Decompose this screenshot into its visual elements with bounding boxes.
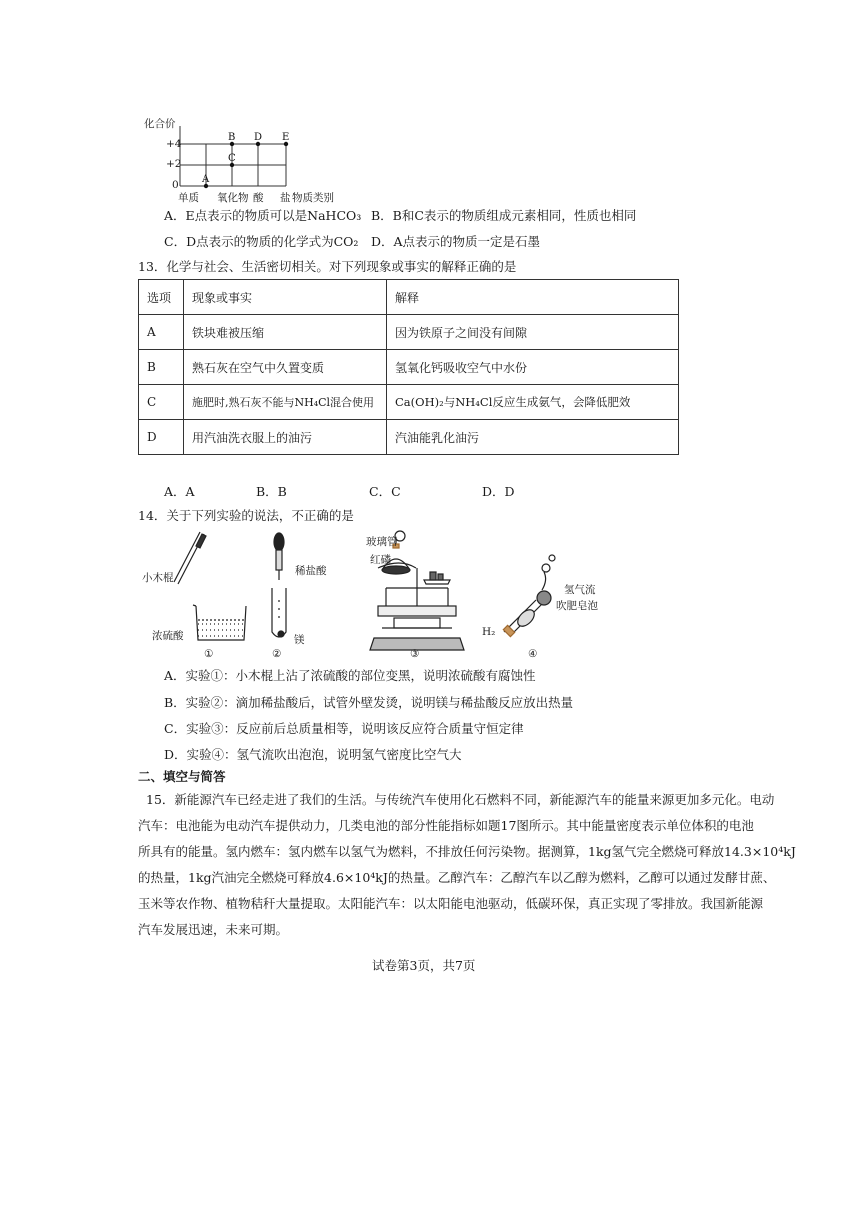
chart-point-label: B — [228, 132, 236, 143]
paragraph-line: 的热量，1kg汽油完全燃烧可释放4.6×10⁴kJ的热量。乙醇汽车：乙醇汽车以乙醇为燃料，乙醇可以通过发酵甘蔗、 — [138, 870, 776, 885]
table-cell: D — [139, 420, 184, 455]
table-row — [139, 385, 679, 420]
chart-point-label: D — [254, 132, 263, 143]
hydrogen-bubble-drawing — [503, 555, 555, 637]
q15-paragraph — [138, 787, 796, 943]
table-row — [139, 420, 679, 455]
q14-option-b: B．实验②：滴加稀盐酸后，试管外壁发烫，说明镁与稀盐酸反应放出热量 — [164, 695, 574, 710]
q13-table — [138, 279, 679, 455]
table-cell: Ca(OH)₂与NH₄Cl反应生成氨气，会降低肥效 — [387, 385, 679, 420]
table-cell: 氢氧化钙吸收空气中水份 — [387, 350, 679, 385]
experiment-drawings — [138, 528, 618, 668]
experiment-number: ② — [272, 648, 282, 660]
table-row — [139, 315, 679, 350]
label-hcl: 稀盐酸 — [295, 565, 327, 577]
table-header-cell: 现象或事实 — [184, 280, 387, 315]
label-mg: 镁 — [294, 634, 305, 646]
label-acid: 浓硫酸 — [152, 630, 184, 642]
ytick-label: +4 — [166, 138, 182, 150]
label-red-p: 红磷 — [370, 554, 391, 566]
paragraph-line: 所具有的能量。氢内燃车：氢内燃车以氢气为燃料，不排放任何污染物。据测算，1kg氢气完全燃烧可释放14.3×10⁴kJ — [138, 844, 796, 859]
q13-option-c: C．C — [369, 484, 401, 499]
chart-ylabel: 化合价 — [144, 118, 176, 130]
table-header-row — [139, 280, 679, 315]
q13-stem: 13．化学与社会、生活密切相关。对下列现象或事实的解释正确的是 — [138, 259, 517, 274]
xtick-label: 单质 — [178, 192, 199, 204]
table-header-cell: 选项 — [139, 280, 184, 315]
table-cell: A — [139, 315, 184, 350]
experiment-number: ③ — [410, 648, 420, 660]
q14-stem: 14．关于下列实验的说法，不正确的是 — [138, 508, 354, 523]
table-row — [139, 350, 679, 385]
table-cell: 熟石灰在空气中久置变质 — [184, 350, 387, 385]
test-tube-drawing — [272, 533, 286, 637]
table-cell: 汽油能乳化油污 — [387, 420, 679, 455]
page-footer: 试卷第3页，共7页 — [372, 958, 476, 973]
paragraph-line: 汽车：电池能为电动汽车提供动力，几类电池的部分性能指标如题17图所示。其中能量密度表示单位体积的电池 — [138, 818, 754, 833]
xtick-label: 盐 — [280, 192, 291, 204]
xtick-label: 氧化物 — [217, 192, 249, 204]
paragraph-line: 玉米等农作物、植物秸秆大量提取。太阳能汽车：以太阳能电池驱动，低碳环保，真正实现了零排放。我国新能源 — [138, 896, 764, 911]
section-heading: 二、填空与简答 — [138, 769, 226, 784]
table-cell: C — [139, 385, 184, 420]
q13-option-d: D．D — [482, 484, 515, 499]
label-soap: 吹肥皂泡 — [556, 600, 598, 612]
table-header-cell: 解释 — [387, 280, 679, 315]
label-h2-flow: 氢气流 — [564, 584, 596, 596]
q14-option-c: C．实验③：反应前后总质量相等，说明该反应符合质量守恒定律 — [164, 721, 524, 736]
paragraph-line: 15．新能源汽车已经走进了我们的生活。与传统汽车使用化石燃料不同，新能源汽车的能量来源更加多元化。电动 — [146, 792, 775, 807]
q12-option-a: A．E点表示的物质可以是NaHCO₃ — [164, 208, 362, 223]
q12-option-b: B．B和C表示的物质组成元素相同，性质也相同 — [371, 208, 637, 223]
q14-option-d: D．实验④：氢气流吹出泡泡，说明氢气密度比空气大 — [164, 747, 462, 762]
table-cell: 施肥时,熟石灰不能与NH₄Cl混合使用 — [184, 385, 387, 420]
q12-valence-chart — [140, 112, 360, 204]
experiment-number: ④ — [528, 648, 538, 660]
table-cell: 用汽油洗衣服上的油污 — [184, 420, 387, 455]
table-cell: 因为铁原子之间没有间隙 — [387, 315, 679, 350]
q13-option-b: B．B — [256, 484, 287, 499]
q12-option-d: D．A点表示的物质一定是石墨 — [371, 234, 541, 249]
q12-option-c: C．D点表示的物质的化学式为CO₂ — [164, 234, 359, 249]
ytick-label: 0 — [172, 179, 179, 191]
table-cell: 铁块难被压缩 — [184, 315, 387, 350]
label-h2: H₂ — [482, 626, 496, 638]
chart-xlabel: 物质类别 — [292, 192, 334, 204]
label-glass-tube: 玻璃管 — [366, 536, 398, 548]
chart-grid — [140, 112, 360, 192]
q14-experiment-figure — [138, 528, 618, 668]
ytick-label: +2 — [166, 158, 182, 170]
q13-option-a: A．A — [164, 484, 195, 499]
beaker-drawing — [174, 532, 246, 640]
paragraph-line: 汽车发展迅速，未来可期。 — [138, 922, 289, 937]
chart-point-label: A — [202, 174, 210, 185]
q14-option-a: A．实验①：小木棍上沾了浓硫酸的部位变黑，说明浓硫酸有腐蚀性 — [164, 668, 536, 683]
label-stick: 小木棍 — [142, 572, 174, 584]
chart-point-label: C — [228, 153, 236, 164]
table-cell: B — [139, 350, 184, 385]
experiment-number: ① — [204, 648, 214, 660]
chart-point-label: E — [282, 132, 290, 143]
xtick-label: 酸 — [253, 192, 264, 204]
